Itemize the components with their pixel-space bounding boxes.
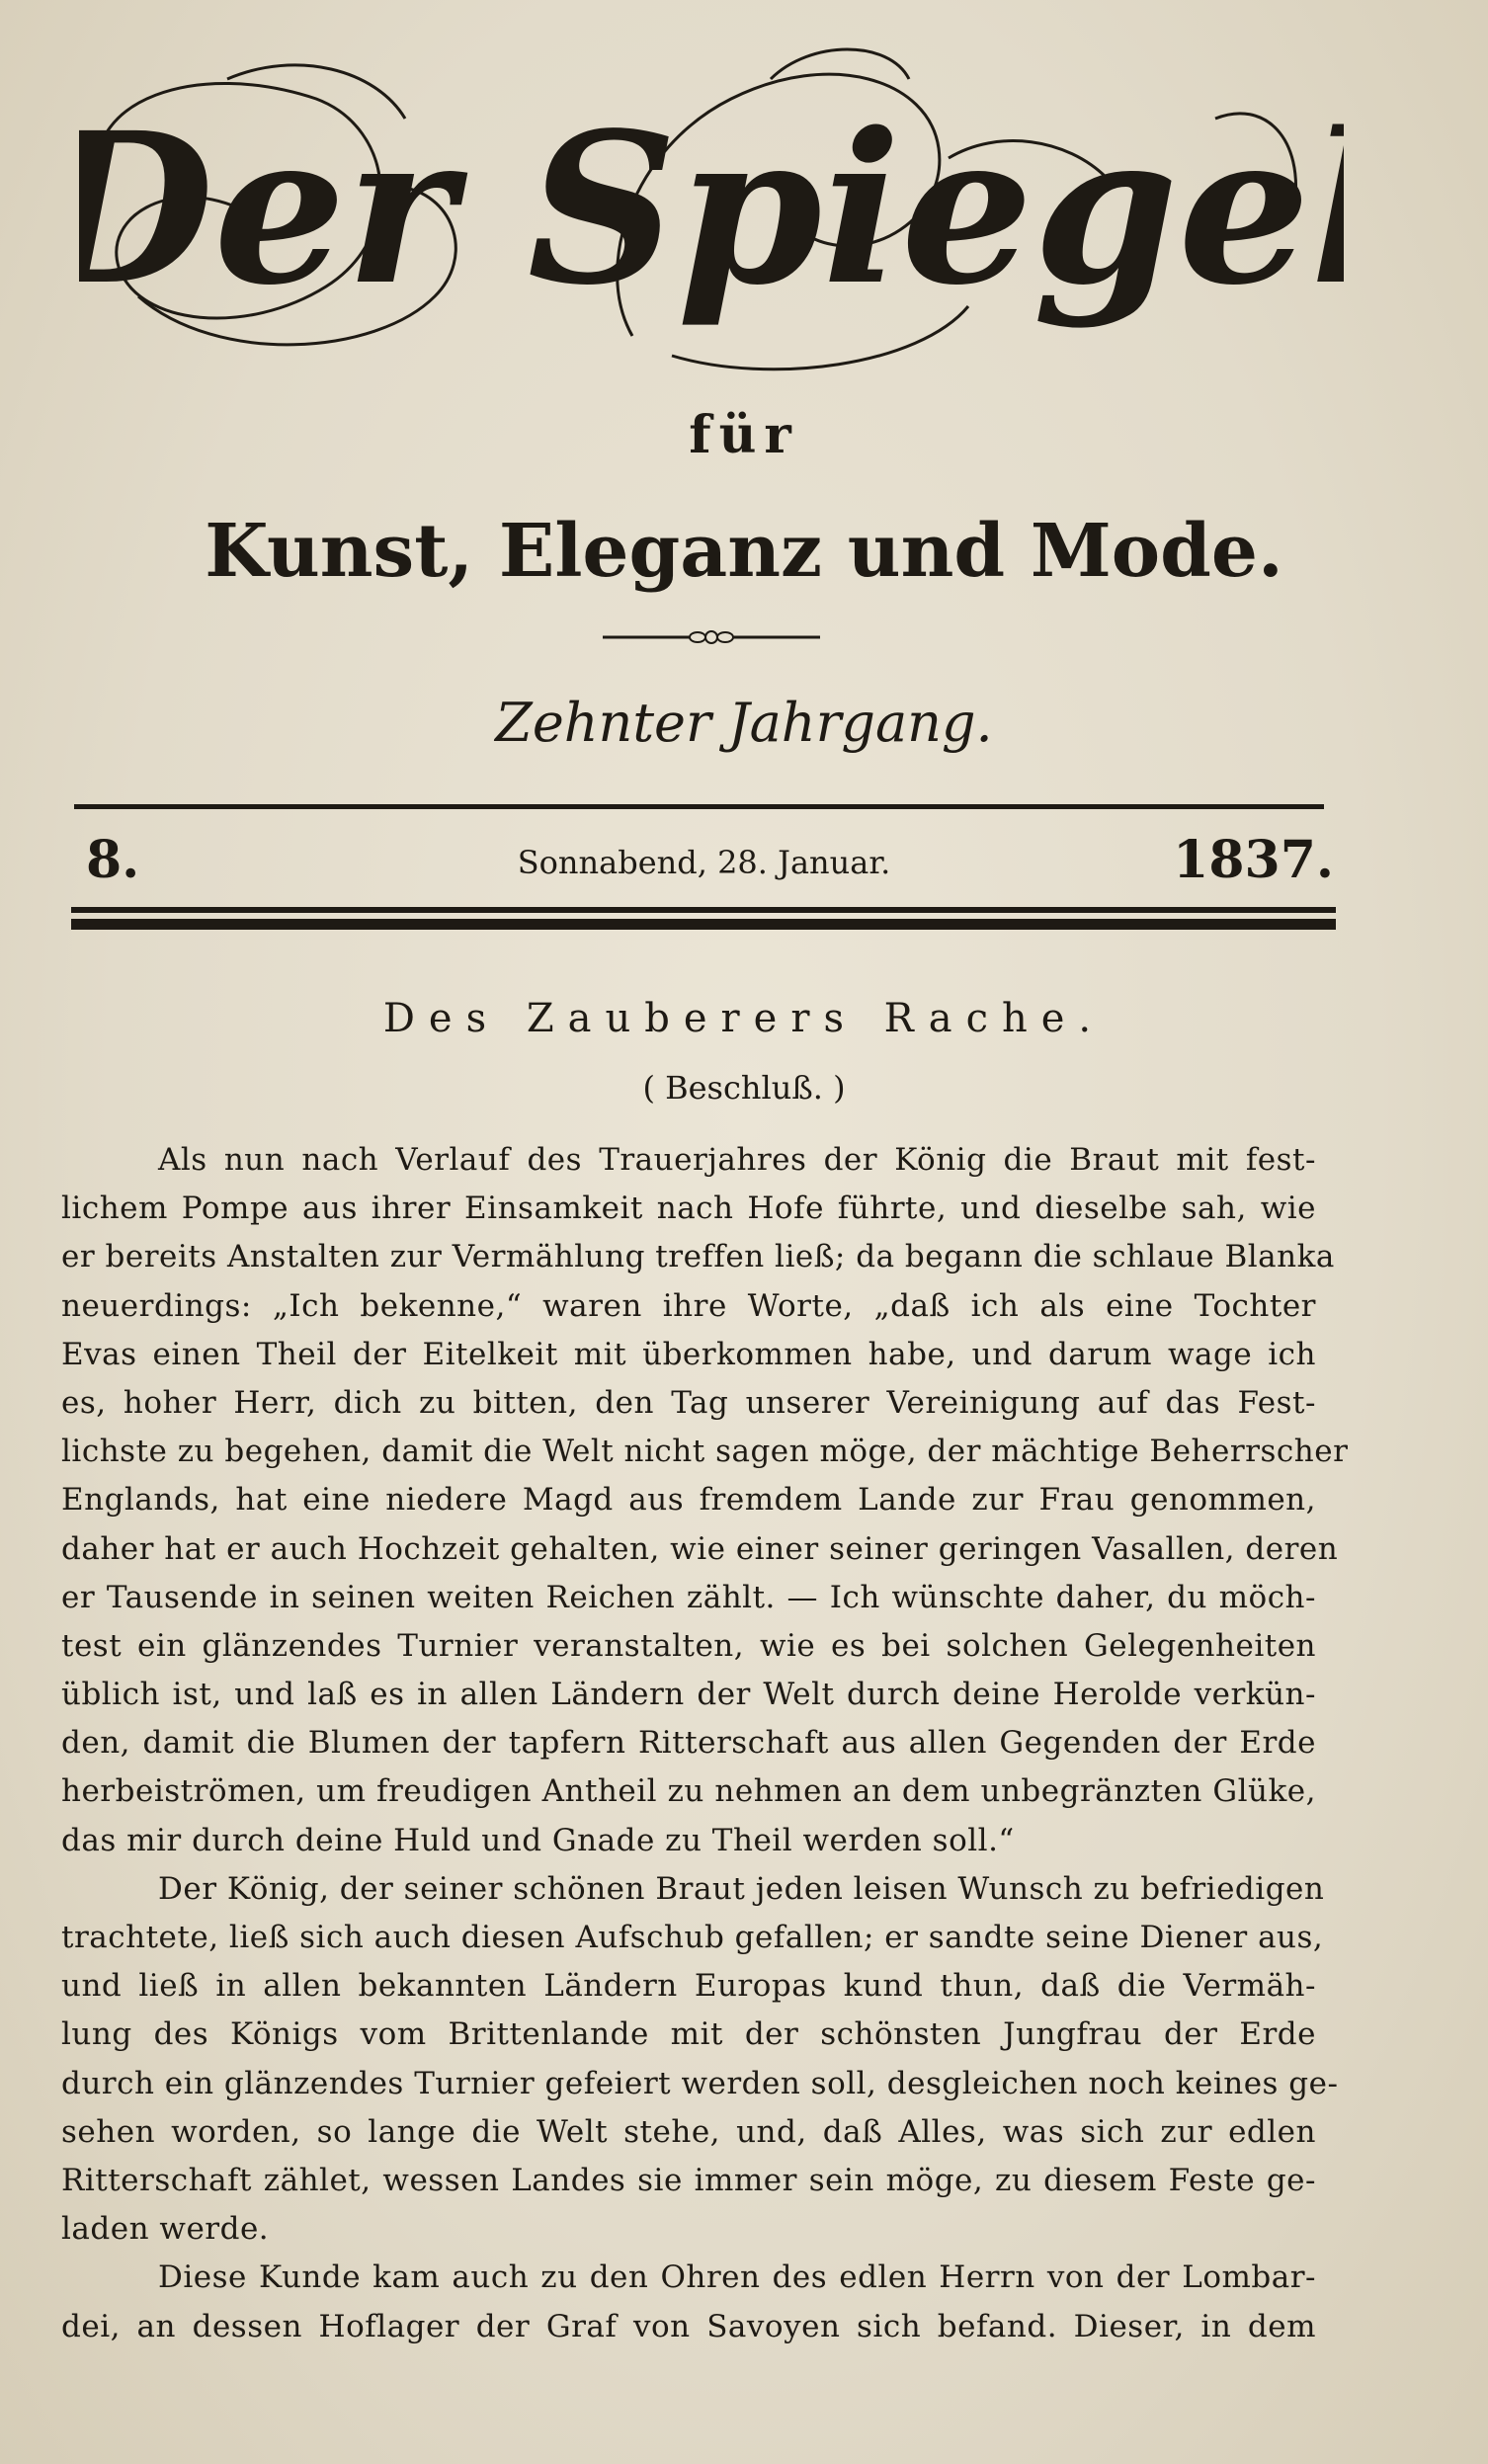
text-line: es, hoher Herr, dich zu bitten, den Tag unserer Vereinigung auf das Fest-	[61, 1384, 1316, 1421]
divider-ornament	[603, 622, 820, 652]
masthead-fuer: für	[689, 405, 799, 465]
thick-rule	[71, 919, 1336, 930]
masthead	[79, 40, 1344, 395]
text-line: durch ein glänzendes Turnier gefeiert werden soll, desgleichen noch keines ge-	[61, 2065, 1339, 2101]
text-line: lichem Pompe aus ihrer Einsamkeit nach Hofe führte, und dieselbe sah, wie	[61, 1191, 1316, 1227]
text-line: er Tausende in seinen weiten Reichen zählt. — Ich wünschte daher, du möch-	[61, 1579, 1316, 1615]
text-line: neuerdings: „Ich bekenne,“ waren ihre Worte, „daß ich als eine Tochter	[61, 1287, 1316, 1324]
text-line: lichste zu begehen, damit die Welt nicht sagen möge, der mächtige Beherrscher	[61, 1434, 1349, 1470]
text-line: das mir durch deine Huld und Gnade zu Theil werden soll.“	[61, 1822, 1015, 1858]
text-line: dei, an dessen Hoflager der Graf von Savoyen sich befand. Dieser, in dem	[61, 2308, 1316, 2344]
masthead-title: Der Spiegel	[79, 87, 1344, 331]
text-line: üblich ist, und laß es in allen Ländern der Welt durch deine Herolde verkün-	[61, 1677, 1316, 1713]
text-line: und ließ in allen bekannten Ländern Europas kund thun, daß die Vermäh-	[61, 1968, 1316, 2005]
text-line: Der König, der seiner schönen Braut jeden leisen Wunsch zu befriedigen	[158, 1870, 1325, 1907]
text-line: lung des Königs vom Brittenlande mit der schönsten Jungfrau der Erde	[61, 2016, 1316, 2053]
masthead-calligraphy	[79, 40, 1344, 395]
text-line: Ritterschaft zählet, wessen Landes sie immer sein möge, zu diesem Feste ge-	[61, 2162, 1316, 2198]
text-line: laden werde.	[61, 2211, 270, 2248]
issue-year: 1837.	[1173, 830, 1334, 890]
text-line: den, damit die Blumen der tapfern Ritterschaft aus allen Gegenden der Erde	[61, 1725, 1316, 1762]
thin-rule	[71, 907, 1336, 913]
text-line: Diese Kunde kam auch zu den Ohren des edlen Herrn von der Lombar-	[158, 2259, 1316, 2296]
text-line: Evas einen Theil der Eitelkeit mit überkommen habe, und darum wage ich	[61, 1336, 1316, 1372]
article-title: Des Zauberers Rache.	[382, 996, 1106, 1041]
text-line: daher hat er auch Hochzeit gehalten, wie einer seiner geringen Vasallen, deren	[61, 1530, 1339, 1567]
issue-row	[74, 830, 1334, 889]
header-rule	[74, 804, 1324, 809]
issue-date: Sonnabend, 28. Januar.	[517, 844, 891, 881]
text-line: Als nun nach Verlauf des Trauerjahres der König die Braut mit fest-	[158, 1142, 1316, 1178]
text-line: test ein glänzendes Turnier veranstalten, wie es bei solchen Gelegenheiten	[61, 1627, 1316, 1664]
article-subtitle: ( Beschluß. )	[642, 1069, 846, 1107]
text-line: sehen worden, so lange die Welt stehe, und, daß Alles, was sich zur edlen	[61, 2113, 1316, 2150]
text-line: er bereits Anstalten zur Vermählung treffen ließ; da begann die schlaue Blanka	[61, 1239, 1335, 1275]
masthead-subtitle: Kunst, Eleganz und Mode.	[205, 509, 1283, 594]
text-line: trachtete, ließ sich auch diesen Aufschub gefallen; er sandte seine Diener aus,	[61, 1920, 1324, 1955]
text-line: herbeiströmen, um freudigen Antheil zu nehmen an dem unbegränzten Glüke,	[61, 1773, 1316, 1810]
issue-number: 8.	[86, 830, 140, 890]
volume-label: Zehnter Jahrgang.	[495, 692, 993, 754]
article-body	[61, 1136, 1349, 2351]
text-line: Englands, hat eine niedere Magd aus fremdem Lande zur Frau genommen,	[61, 1482, 1316, 1519]
